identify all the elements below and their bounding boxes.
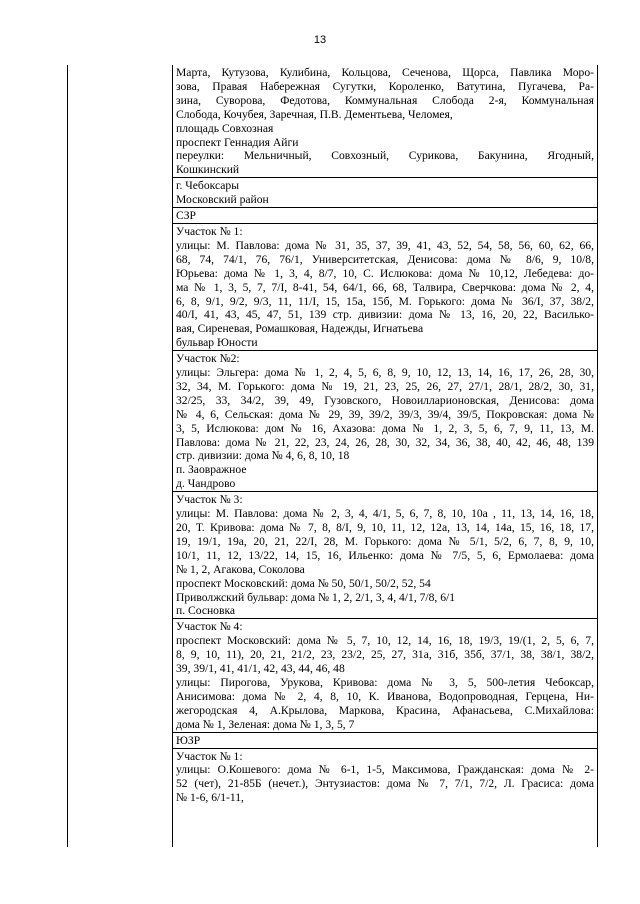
text-line: проспект Геннадия Айги [176,135,299,149]
text-line: СЗР [176,209,196,223]
table-right-border [597,65,598,847]
text-line: улицы: М. Павлова: дома № 31, 35, 37, 39, 41, 43, 52, 54, 58, 56, 60, 62, 66, [176,238,594,252]
text-line: Участок № 4: [176,620,243,634]
text-line: Участок № 1: [176,749,243,763]
text-line: улицы: О.Кошевого: дома № 6-1, 1-5, Максимова, Гражданская: дома № 2- [176,763,594,777]
text-line: улицы: Эльгера: дома № 1, 2, 4, 5, 6, 8, 9, 10, 12, 13, 14, 16, 17, 26, 28, 30, [176,366,594,380]
text-line: Приволжский бульвар: дома № 1, 2, 2/1, 3, 4, 4/1, 7/8, 6/1 [176,590,456,604]
text-line: проспект Московский: дома № 50, 50/1, 50/2, 52, 54 [176,576,431,590]
text-line: 32/25, 33, 34/2, 39, 49, Гузовского, Новоилларионовская, Денисова: дома [176,393,594,407]
text-line: № 4, 6, Сельская: дома № 29, 39, 39/2, 39/3, 39/4, 39/5, Покровская: дома № [176,407,594,421]
text-line: бульвар Юности [176,336,258,350]
text-line: 39, 39/1, 41, 41/1, 42, 43, 44, 46, 48 [176,662,345,676]
text-line: ЮЗР [176,733,201,747]
table-row [173,749,597,806]
text-line: № 1, 2, Агакова, Соколова [176,562,305,576]
text-line: 3, 5, Ислюкова: дом № 16, Ахазова: дома № 1, 2, 3, 5, 6, 7, 9, 11, 13, М. [176,421,594,435]
text-line: вая, Сиреневая, Ромашковая, Надежды, Игнатьева [176,322,424,336]
text-line: переулки: Мельничный, Совхозный, Сурикова, Бакунина, Ягодный, [176,149,594,163]
text-line: площадь Совхозная [176,121,274,135]
text-line: № 1-6, 6/1-11, [176,791,244,805]
text-line: Участок № 3: [176,493,243,507]
text-line: 20, Т. Кривова: дома № 7, 8, 8/I, 9, 10, 11, 12, 12а, 13, 14, 14а, 15, 16, 18, 17, [176,521,594,534]
text-line: 8, 9, 10, 11), 20, 21, 21/2, 23, 23/2, 25, 27, 31а, 31б, 35б, 37/1, 38, 38/1, 38/2, [176,648,594,662]
text-line: Павлова: дома № 21, 22, 23, 24, 26, 28, 30, 32, 34, 36, 38, 40, 42, 46, 48, 139 [176,435,594,449]
text-line: ма № 1, 3, 5, 7, 7/I, 8-41, 54, 64/1, 66, 68, Талвира, Сверчкова: дома № 2, 4, [176,280,594,294]
text-line: п. Заовражное [176,463,247,477]
text-line: зина, Суворова, Федотова, Коммунальная Слобода 2-я, Коммунальная [176,93,594,107]
table-row [173,619,597,732]
text-line: Слобода, Кочубея, Заречная, П.В. Дементьева, Челомея, [176,107,453,121]
text-line: улицы: М. Павлова: дома № 2, 3, 4, 4/1, 5, 6, 7, 8, 10, 10а , 11, 13, 14, 16, 18, [176,507,594,521]
text-line: Московский район [176,193,269,207]
table-row [173,733,597,749]
text-line: Участок № 1: [176,224,243,238]
text-line: п. Сосновка [176,604,236,618]
table-row [173,492,597,619]
text-line: Участок №2: [176,352,240,366]
page-number: 13 [313,34,327,46]
text-line: 68, 74, 74/1, 76, 76/1, Университетская, Денисова: дома № 8/6, 9, 10/8, [176,252,594,266]
text-line: стр. дивизии: дома № 4, 6, 8, 10, 18 [176,449,350,463]
text-line: Марта, Кутузова, Кулибина, Кольцова, Сеченова, Щорса, Павлика Моро- [176,66,594,79]
district-table [67,65,598,847]
table-row [173,351,597,492]
text-line: 32, 34, М. Горького: дома № 19, 21, 23, 25, 26, 27, 27/1, 28/1, 28/2, 30, 31, [176,379,594,393]
text-line: дома № 1, Зеленая: дома № 1, 3, 5, 7 [176,717,355,731]
text-line: улицы: Пирогова, Урукова, Кривова: дома № 3, 5, 500-летия Чебоксар, [176,675,594,689]
text-line: д. Чандрово [176,477,236,491]
text-line: 52 (чет), 21-85Б (нечет.), Энтузиастов: дома № 7, 7/1, 7/2, Л. Грасиса: дома [176,777,594,791]
text-line: Кошкинский [176,163,240,177]
text-line: 40/I, 41, 43, 45, 47, 51, 139 стр. дивизии: дома № 13, 16, 20, 22, Василько- [176,308,594,322]
text-line: г. Чебоксары [176,179,239,193]
table-row [173,65,597,178]
text-line: 10/1, 11, 12, 13/22, 14, 15, 16, Ильенко: дома № 7/5, 5, 6, Ермолаева: дома [176,548,594,562]
text-line: жегородская 4, А.Крылова, Маркова, Красина, Афанасьева, С.Михайлова: [176,703,594,717]
address-column [173,65,597,847]
text-line: проспект Московский: дома № 5, 7, 10, 12, 14, 16, 18, 19/3, 19/(1, 2, 5, 6, 7, [176,634,594,648]
table-row [173,208,597,224]
table-row [173,178,597,208]
text-line: Юрьева: дома № 1, 3, 4, 8/7, 10, С. Ислюкова: дома № 10,12, Лебедева: до- [176,266,594,280]
text-line: 19, 19/1, 19а, 20, 21, 22/I, 28, М. Горького: дома № 5/1, 5/2, 6, 7, 8, 9, 10, [176,534,594,548]
text-line: зова, Правая Набережная Сугутки, Короленко, Ватутина, Пугачева, Ра- [176,79,594,93]
table-left-border [67,65,68,847]
text-line: 6, 8, 9/1, 9/2, 9/3, 11, 11/I, 15, 15а, 15б, М. Горького: дома № 36/I, 37, 38/2, [176,294,594,308]
table-row [173,224,597,351]
text-line: Анисимова: дома № 2, 4, 8, 10, К. Иванова, Водопроводная, Герцена, Ни- [176,689,594,703]
